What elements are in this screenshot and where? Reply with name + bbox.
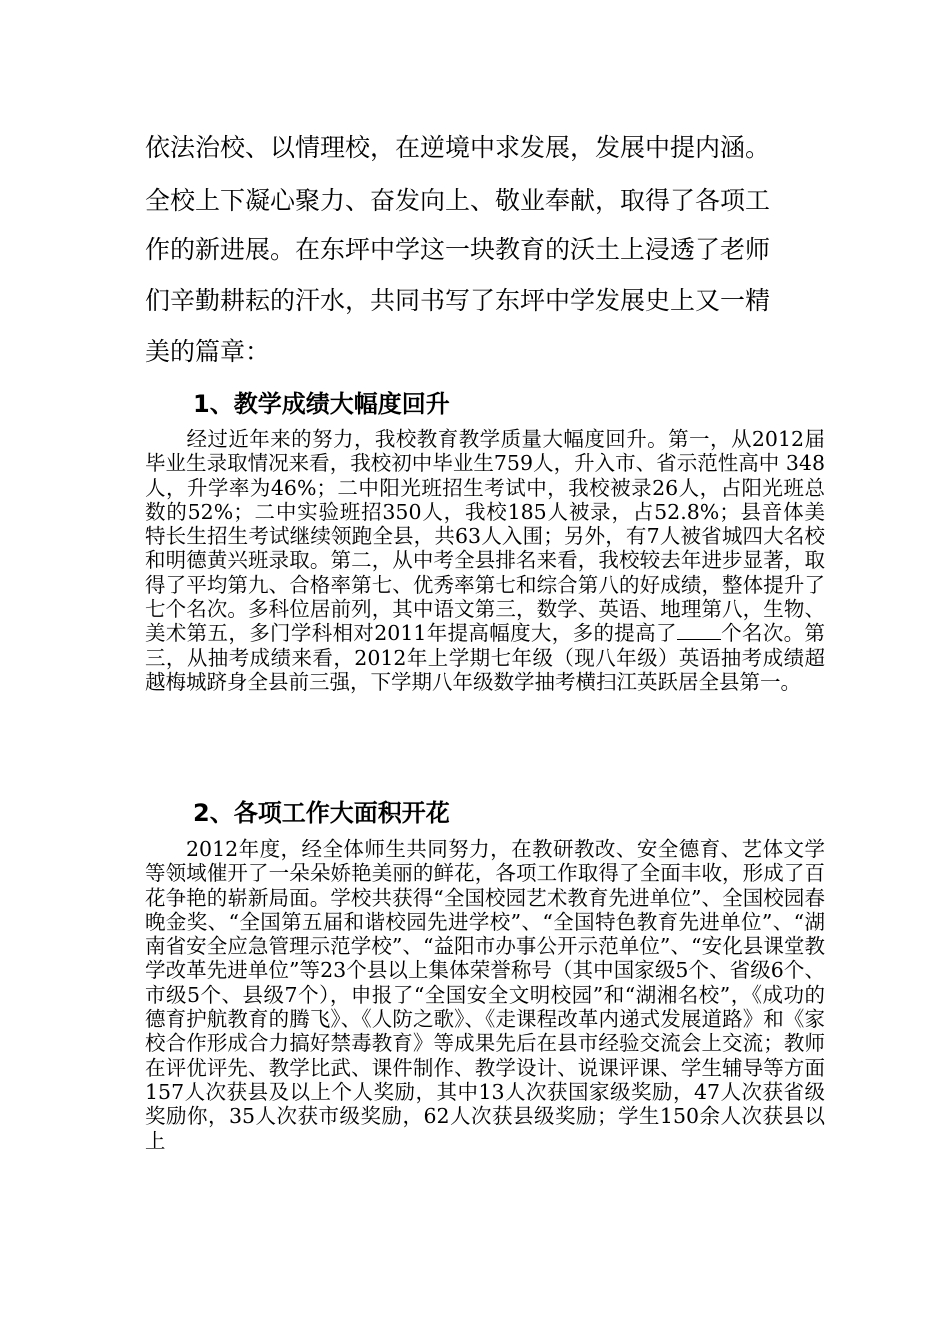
- section-2-text: 2012年度，经全体师生共同努力，在教研教改、安全德育、艺体文学等领域催开了一朵朵娇艳美丽的鲜花，各项工作取得了全面丰收，形成了百花争艳的崭新局面。学校共获得“全国校园艺术教育先进单位”、全国校园春晚金奖、“全国第五届和谐校园先进学校”、“全国特色教育先进单位”、“湖南省安全应急管理示范学校”、“益阳市办事公开示范单位”、“安化县课堂教学改革先进单位”等23个县以上集体荣誉称号（其中国家级5个、省级6个、市级5个、县级7个），申报了“全国安全文明校园”和“湖湘名校”，《成功的德育护航教育的腾飞》、《人防之歌》、《走课程改革内递式发展道路》和《家校合作形成合力搞好禁毒教育》等成果先后在县市经验交流会上交流；教师在评优评先、教学比武、课件制作、教学设计、说课评课、学生辅导等方面157人次获县及以上个人奖励，其中13人次获国家级奖励，47人次获省级奖励你，35人次获市级奖励，62人次获县级奖励；学生150余人次获县以上: [145, 837, 825, 1153]
- intro-line: 作的新进展。在东坪中学这一块教育的沃土上浸透了老师: [145, 235, 771, 264]
- fill-in-blank: [677, 623, 721, 640]
- intro-line: 依法治校、以情理校，在逆境中求发展，发展中提内涵。: [145, 133, 771, 162]
- section-1-text-part-1: 经过近年来的努力，我校教育教学质量大幅度回升。第一，从2012届毕业生录取情况来看，我校初中毕业生759人，升入市、省示范性高中 348人，升学率为46%；二中阳光班招生考试中，我校被录26人，占阳光班总数的52%；二中实验班招350人，我校185人被录，占52.8%；县音体美特长生招生考试继续领跑全县，共63人入围；另外，有7人被省城四大名校和明德黄兴班录取。第二，从中考全县排名来看，我校较去年进步显著，取得了平均第九、合格率第七、优秀率第七和综合第八的好成绩，整体提升了七个名次。多科位居前列，其中语文第三，数学、英语、地理第八，生物、美术第五，多门学科相对2011年提高幅度大，多的提高了: [145, 427, 825, 646]
- section-1-heading: 1、教学成绩大幅度回升: [193, 390, 450, 418]
- section-2-paragraph: [145, 837, 825, 1153]
- intro-line: 们辛勤耕耘的汗水，共同书写了东坪中学发展史上又一精: [145, 286, 771, 315]
- section-1-text-part-2: 个名次。第三，从抽考成绩来看，2012年上学期七年级（现八年级）英语抽考成绩超越梅城跻身全县前三强，下学期八年级数学抽考横扫江英跃居全县第一。: [145, 621, 826, 694]
- intro-line: 全校上下凝心聚力、奋发向上、敬业奉献，取得了各项工: [145, 186, 771, 215]
- section-1-paragraph: [145, 427, 825, 694]
- section-2-heading: 2、各项工作大面积开花: [193, 799, 450, 827]
- intro-line: 美的篇章：: [145, 337, 271, 366]
